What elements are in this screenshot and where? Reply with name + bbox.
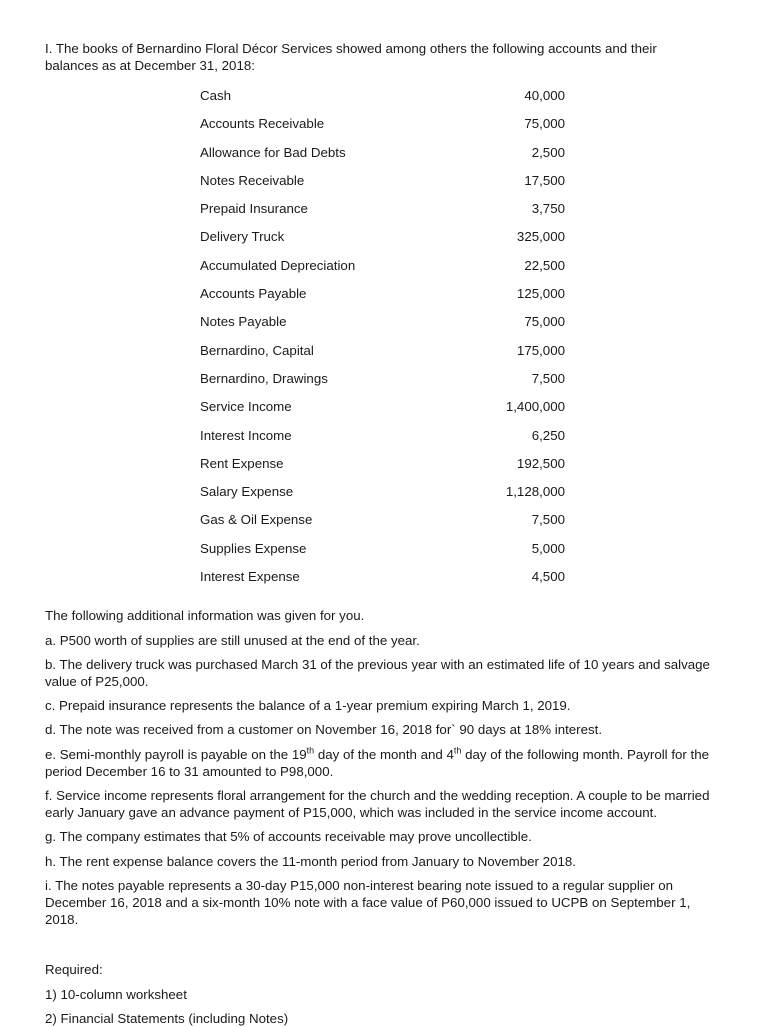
note-f: f. Service income represents floral arrangement for the church and the wedding reception. A couple to be married early January gave an advance payment of P15,000, which was included in the service income account.: [45, 787, 710, 821]
required-heading: Required:: [45, 962, 103, 978]
account-name: Allowance for Bad Debts: [200, 144, 346, 160]
account-name: Accounts Receivable: [200, 116, 325, 132]
account-amount: 7,500: [531, 512, 565, 528]
account-row: [45, 541, 710, 569]
account-name: Supplies Expense: [200, 540, 307, 556]
account-name: Rent Expense: [200, 455, 284, 471]
account-row: [45, 116, 710, 144]
account-amount: 3,750: [531, 201, 565, 217]
account-amount: 40,000: [524, 88, 565, 103]
note-g: g. The company estimates that 5% of accounts receivable may prove uncollectible.: [45, 829, 532, 845]
account-row: [45, 569, 710, 597]
note-b: b. The delivery truck was purchased March 31 of the previous year with an estimated life of 10 years and salvage value of P25,000.: [45, 656, 710, 689]
account-row: [45, 229, 710, 257]
account-name: Bernardino, Capital: [200, 342, 314, 358]
account-amount: 1,400,000: [505, 399, 565, 415]
account-amount: 17,500: [524, 172, 565, 188]
account-name: Bernardino, Drawings: [200, 370, 328, 386]
account-amount: 6,250: [531, 427, 565, 443]
account-name: Accounts Payable: [200, 286, 307, 302]
account-name: Interest Expense: [200, 569, 300, 585]
account-name: Notes Receivable: [200, 172, 305, 188]
account-row: [45, 456, 710, 484]
account-amount: 125,000: [516, 286, 565, 302]
account-row: [45, 371, 710, 399]
account-row: [45, 258, 710, 286]
note-d: d. The note was received from a customer on November 16, 2018 for` 90 days at 18% interest.: [45, 722, 603, 738]
account-amount: 5,000: [531, 540, 565, 556]
account-name: Salary Expense: [200, 484, 294, 500]
account-row: [45, 512, 710, 540]
account-row: [45, 286, 710, 314]
account-row: [45, 88, 710, 116]
required-item-worksheet: 1) 10-column worksheet: [45, 986, 187, 1002]
account-row: [45, 314, 710, 342]
account-row: [45, 343, 710, 371]
account-name: Delivery Truck: [200, 229, 285, 245]
additional-info-lead: The following additional information was given for you.: [45, 608, 365, 624]
note-i: i. The notes payable represents a 30-day P15,000 non-interest bearing note issued to a regular supplier on December 16, 2018 and a six-month 10% note with a face value of P60,000 issued to UCPB on September 1, 2018.: [45, 877, 691, 928]
account-amount: 192,500: [516, 455, 565, 471]
account-name: Cash: [200, 88, 232, 103]
account-name: Notes Payable: [200, 314, 287, 330]
account-name: Service Income: [200, 399, 292, 415]
note-a: a. P500 worth of supplies are still unused at the end of the year.: [45, 632, 420, 648]
account-row: [45, 173, 710, 201]
note-e-part3: day of the following month. Payroll for the period December 16 to 31 amounted to P98,000.: [45, 746, 710, 779]
account-amount: 4,500: [531, 569, 565, 585]
required-item-financial-statements: 2) Financial Statements (including Notes): [45, 1010, 289, 1026]
account-name: Interest Income: [200, 427, 292, 443]
account-name: Gas & Oil Expense: [200, 512, 313, 528]
note-e: [45, 746, 710, 780]
account-amount: 22,500: [524, 257, 565, 273]
note-c: c. Prepaid insurance represents the balance of a 1-year premium expiring March 1, 2019.: [45, 698, 571, 714]
account-name: Prepaid Insurance: [200, 201, 308, 217]
account-row: [45, 399, 710, 427]
account-amount: 7,500: [531, 370, 565, 386]
note-e-part1: e. Semi-monthly payroll is payable on the 19: [45, 746, 307, 762]
account-amount: 1,128,000: [505, 484, 565, 500]
account-row: [45, 201, 710, 229]
account-amount: 175,000: [516, 342, 565, 358]
required-section: [45, 961, 710, 1027]
account-amount: 75,000: [524, 314, 565, 330]
account-name: Accumulated Depreciation: [200, 257, 356, 273]
note-e-ordinal-suffix-2: th: [453, 745, 462, 756]
account-amount: 2,500: [531, 144, 565, 160]
note-h: h. The rent expense balance covers the 11-month period from January to November 2018.: [45, 853, 576, 869]
account-balances-list: [45, 88, 710, 597]
account-row: [45, 428, 710, 456]
account-amount: 75,000: [524, 116, 565, 132]
account-row: [45, 484, 710, 512]
account-row: [45, 145, 710, 173]
note-e-ordinal-suffix-1: th: [306, 745, 315, 756]
account-amount: 325,000: [516, 229, 565, 245]
note-e-part2: day of the month and 4: [314, 746, 454, 762]
intro-paragraph: I. The books of Bernardino Floral Décor Services showed among others the following accounts and their balances as at December 31, 2018:: [45, 41, 657, 73]
